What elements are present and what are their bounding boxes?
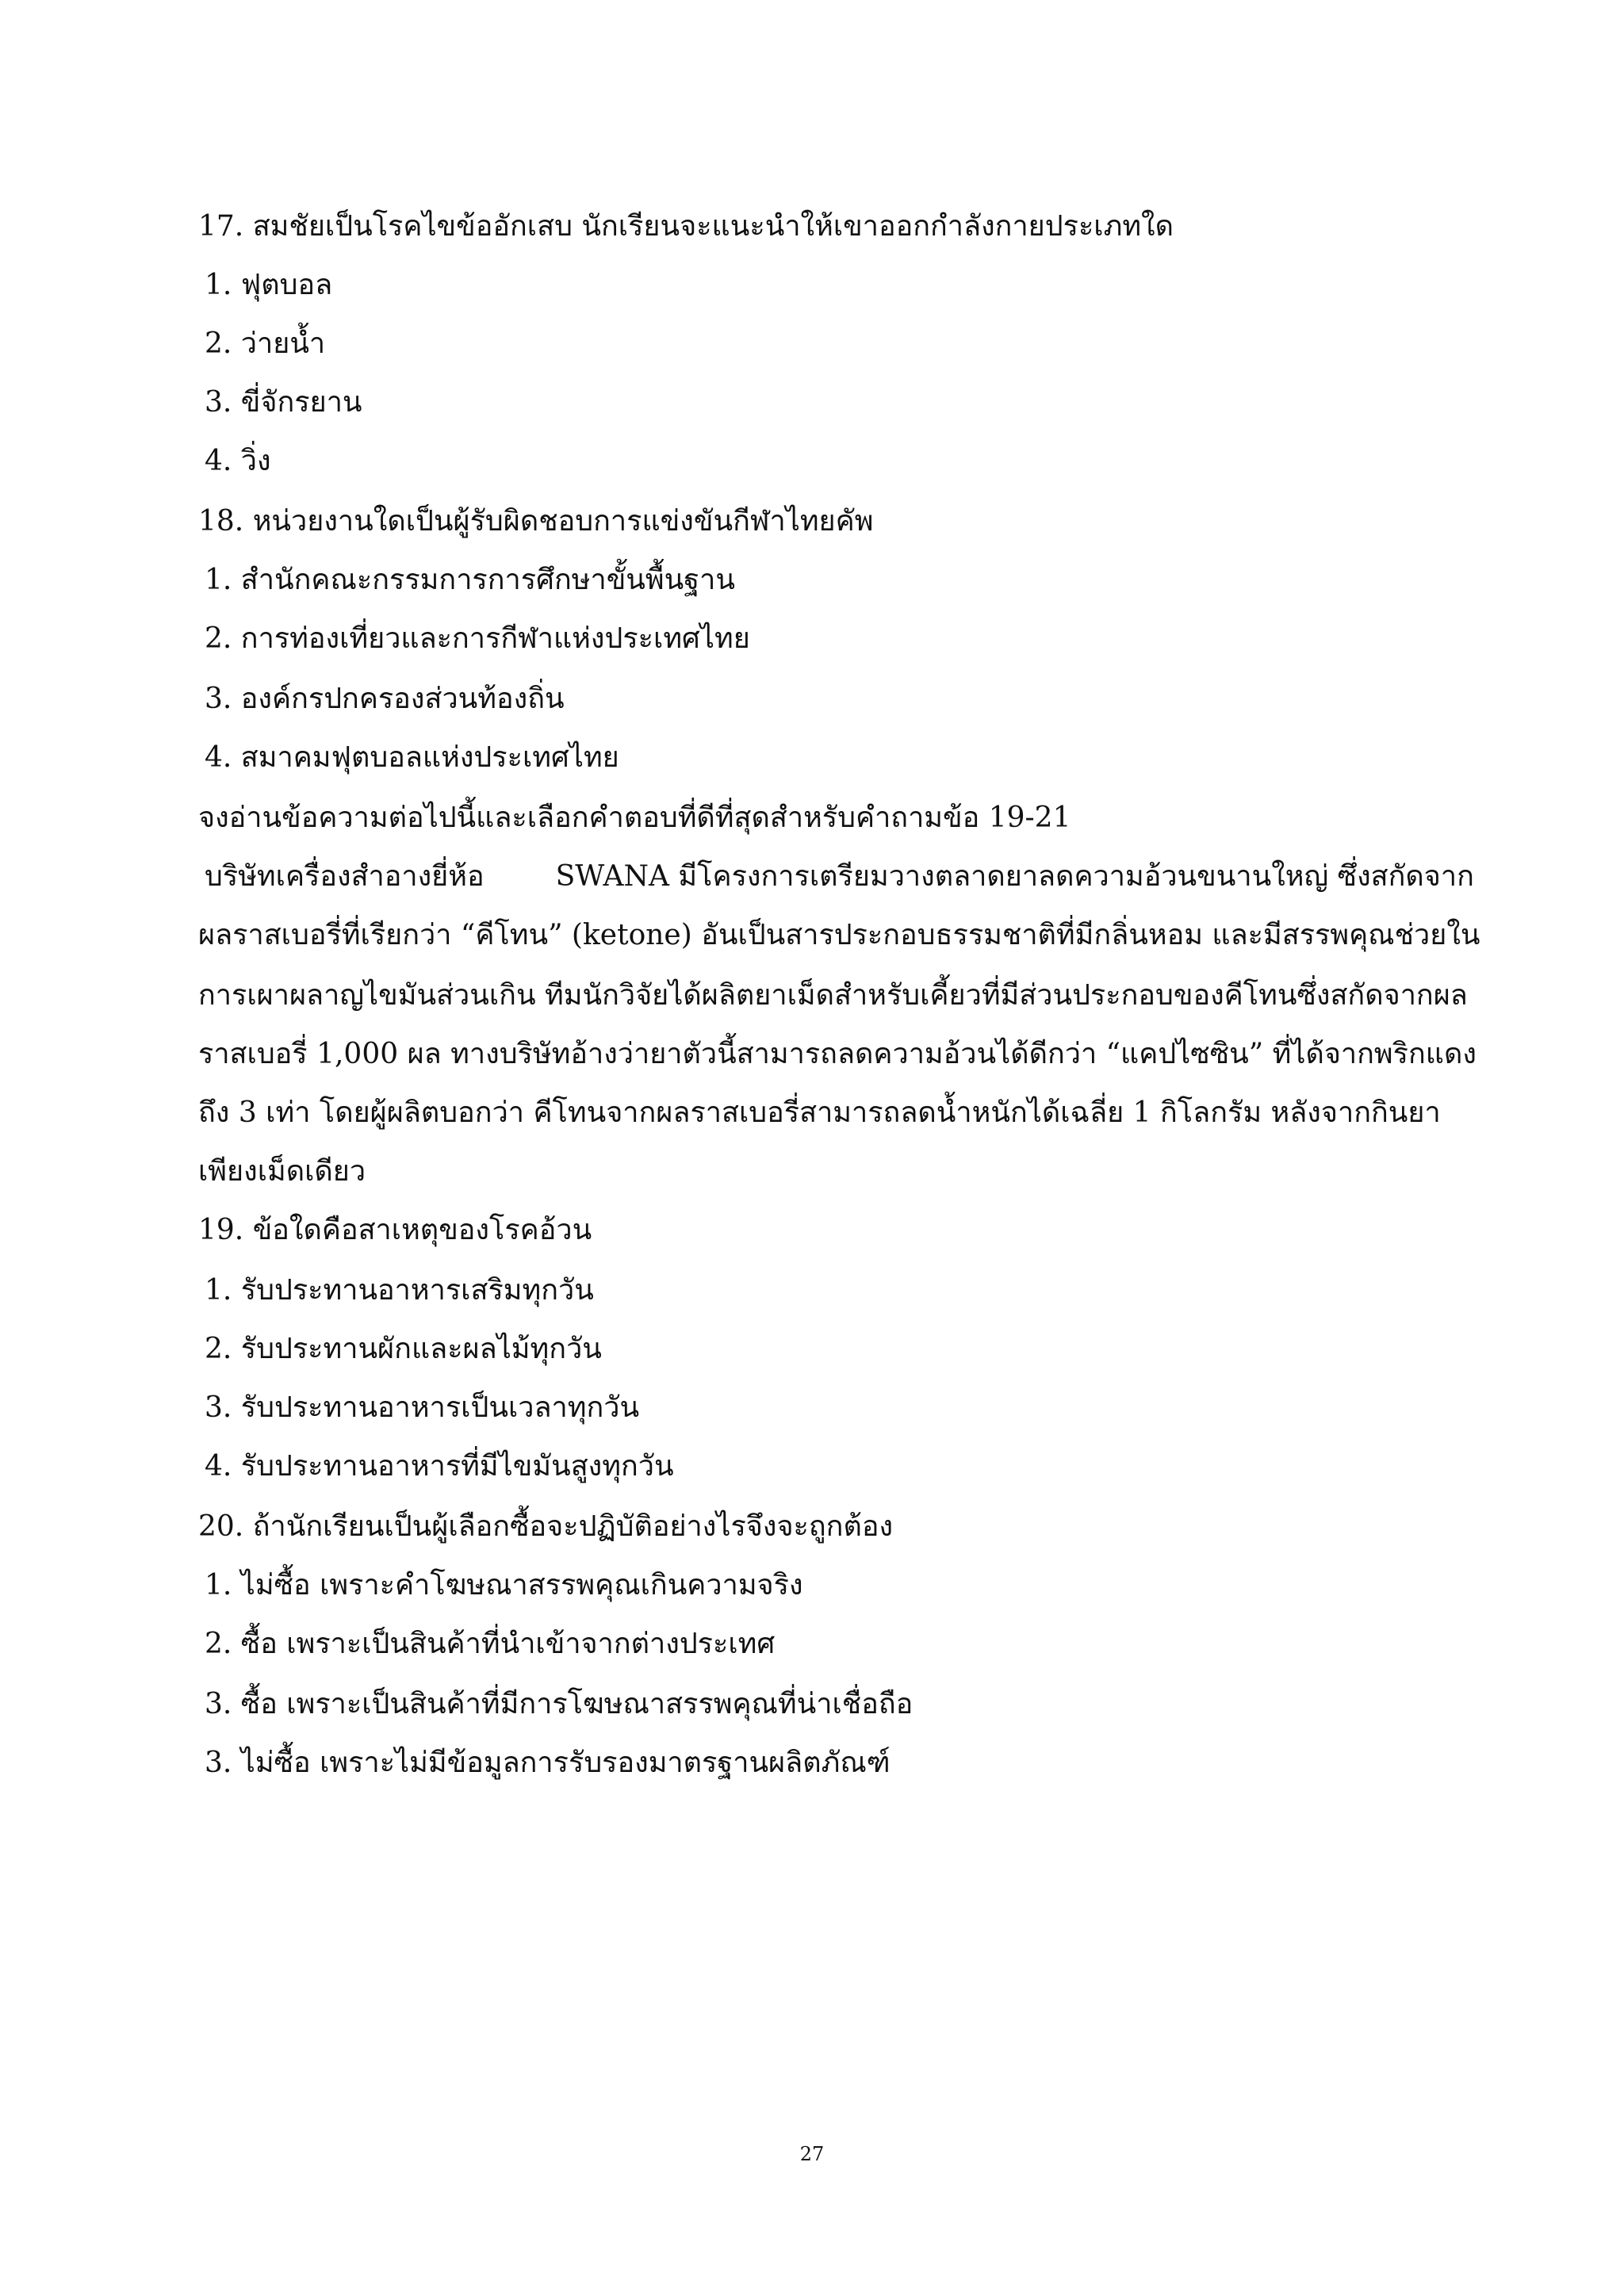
question-17-option-1: 1. ฟุตบอล bbox=[205, 269, 333, 301]
passage-line-1-end: SWANA มีโครงการเตรียมวางตลาดยาลดความอ้วนขนานใหญ่ ซึ่งสกัดจาก bbox=[555, 860, 1474, 893]
question-17-option-4: 4. วิ่ง bbox=[205, 445, 271, 477]
passage-line-1 bbox=[205, 859, 1474, 894]
passage-line-1-start: บริษัทเครื่องสำอางยี่ห้อ bbox=[205, 860, 485, 893]
question-18-option-3: 3. องค์กรปกครองส่วนท้องถิ่น bbox=[205, 683, 565, 715]
question-19-text: 19. ข้อใดคือสาเหตุของโรคอ้วน bbox=[198, 1214, 592, 1246]
question-20-option-3: 3. ซื้อ เพราะเป็นสินค้าที่มีการโฆษณาสรรพคุณที่น่าเชื่อถือ bbox=[205, 1688, 914, 1720]
question-18-option-4: 4. สมาคมฟุตบอลแห่งประเทศไทย bbox=[205, 741, 619, 774]
question-20-option-2: 2. ซื้อ เพราะเป็นสินค้าที่นำเข้าจากต่างประเทศ bbox=[205, 1628, 776, 1660]
question-17-option-2: 2. ว่ายน้ำ bbox=[205, 327, 326, 360]
question-20-option-1: 1. ไม่ซื้อ เพราะคำโฆษณาสรรพคุณเกินความจริง bbox=[205, 1569, 803, 1601]
question-18-option-2: 2. การท่องเที่ยวและการกีฬาแห่งประเทศไทย bbox=[205, 622, 750, 655]
question-17-option-3: 3. ขี่จักรยาน bbox=[205, 386, 362, 419]
passage-line-4: ราสเบอรี่ 1,000 ผล ทางบริษัทอ้างว่ายาตัวนี้สามารถลดความอ้วนได้ดีกว่า “แคปไซซิน” ที่ได้จากพริกแดง bbox=[198, 1038, 1477, 1070]
question-17-text: 17. สมชัยเป็นโรคไขข้ออักเสบ นักเรียนจะแนะนำให้เขาออกกำลังกายประเภทใด bbox=[198, 210, 1174, 243]
question-20-option-4: 3. ไม่ซื้อ เพราะไม่มีข้อมูลการรับรองมาตรฐานผลิตภัณฑ์ bbox=[205, 1747, 891, 1779]
question-19-option-1: 1. รับประทานอาหารเสริมทุกวัน bbox=[205, 1274, 594, 1307]
question-19-option-3: 3. รับประทานอาหารเป็นเวลาทุกวัน bbox=[205, 1391, 640, 1424]
passage-line-5: ถึง 3 เท่า โดยผู้ผลิตบอกว่า คีโทนจากผลราสเบอรี่สามารถลดน้ำหนักได้เฉลี่ย 1 กิโลกรัม หลังจากกินยา bbox=[198, 1096, 1441, 1129]
passage-line-3: การเผาผลาญไขมันส่วนเกิน ทีมนักวิจัยได้ผลิตยาเม็ดสำหรับเคี้ยวที่มีส่วนประกอบของคีโทนซึ่งสกัดจากผล bbox=[198, 979, 1468, 1012]
question-19-option-2: 2. รับประทานผักและผลไม้ทุกวัน bbox=[205, 1333, 602, 1365]
question-19-option-4: 4. รับประทานอาหารที่มีไขมันสูงทุกวัน bbox=[205, 1450, 674, 1483]
question-20-text: 20. ถ้านักเรียนเป็นผู้เลือกซื้อจะปฏิบัติอย่างไรจึงจะถูกต้อง bbox=[198, 1510, 894, 1543]
question-18-option-1: 1. สำนักคณะกรรมการการศึกษาขั้นพื้นฐาน bbox=[205, 564, 735, 596]
page-number: 27 bbox=[799, 2143, 825, 2165]
question-18-text: 18. หน่วยงานใดเป็นผู้รับผิดชอบการแข่งขันกีฬาไทยคัพ bbox=[198, 505, 874, 538]
passage-line-2: ผลราสเบอรี่ที่เรียกว่า “คีโทน” (ketone) อันเป็นสารประกอบธรรมชาติที่มีกลิ่นหอม และมีสรรพคุณช่วยใน bbox=[198, 919, 1480, 951]
reading-instruction: จงอ่านข้อความต่อไปนี้และเลือกคำตอบที่ดีที่สุดสำหรับคำถามข้อ 19-21 bbox=[198, 802, 1071, 834]
passage-line-6: เพียงเม็ดเดียว bbox=[198, 1155, 366, 1188]
